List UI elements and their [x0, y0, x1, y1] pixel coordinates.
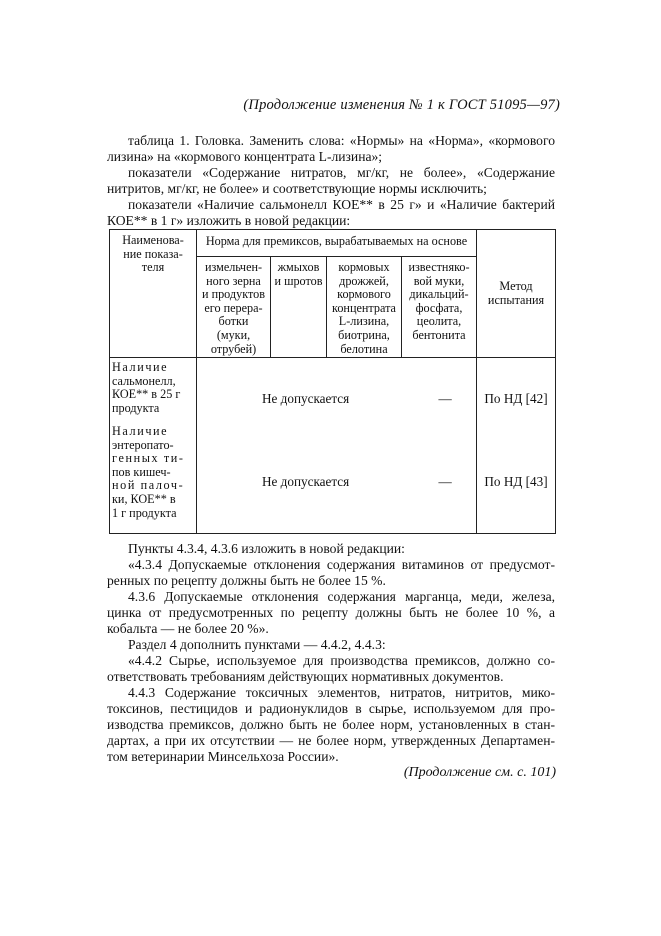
- body-line: кобальта — не более 20 %».: [107, 621, 269, 636]
- header-text: ботки: [218, 314, 249, 329]
- body-line: цинка от предусмотренных по рецепту должны быть не более 10 %, а: [107, 605, 555, 620]
- body-line: 4.3.6 Допускаемые отклонения содержания марганца, меди, железа,: [128, 589, 555, 604]
- header-text: фосфата,: [415, 300, 463, 315]
- page-footer: (Продолжение см. с. 101): [403, 765, 556, 780]
- intro-line: лизина» на «кормового концентрата L-лизина»;: [107, 149, 383, 164]
- intro-line: нитритов, мг/кг, не более» и соответствующие нормы исключить;: [107, 181, 487, 196]
- body-line: дартах, а при их отсутствии — не более норм, утвержденных Департамен-: [107, 733, 555, 748]
- row2-dash: —: [438, 474, 452, 489]
- row1-dash: —: [438, 391, 452, 406]
- row2-norm: Не допускается: [261, 474, 350, 489]
- row-label-line: Наличие: [112, 360, 169, 374]
- header-method-cell: [477, 230, 556, 358]
- row-label-line: Наличие: [112, 424, 169, 438]
- row1-values: [197, 358, 477, 423]
- row1-norm: Не допускается: [261, 391, 350, 406]
- header-text: Метод: [499, 278, 533, 293]
- header-text: L-лизина,: [338, 314, 390, 329]
- row-label-line: генных ти-: [112, 451, 185, 466]
- header-text: Наименова-: [122, 233, 184, 247]
- row-label-line: ной палоч-: [112, 478, 185, 493]
- row-label-line: КОЕ** в 25 г: [112, 387, 181, 402]
- header-text: и шротов: [274, 273, 323, 288]
- row-label-line: 1 г продукта: [112, 505, 177, 520]
- body-line: Раздел 4 дополнить пунктами — 4.4.2, 4.4.3:: [128, 637, 386, 652]
- page-header: (Продолжение изменения № 1 к ГОСТ 51095—97): [243, 97, 560, 113]
- header-yeast-cell: [327, 257, 402, 358]
- body-line: токсинов, пестицидов и радионуклидов в сырье, используемом для про-: [107, 701, 555, 716]
- header-text: теля: [141, 260, 165, 275]
- header-text: бентонита: [412, 327, 466, 342]
- row1-method: По НД [42]: [477, 358, 556, 423]
- header-text: концентрата: [332, 300, 396, 315]
- header-text: дикальций-: [409, 287, 469, 302]
- header-text: ного зерна: [206, 273, 261, 288]
- header-text: жмыхов: [277, 260, 320, 274]
- header-text: (муки,: [216, 327, 251, 342]
- header-text: и продуктов: [202, 287, 265, 302]
- header-text: отрубей): [210, 341, 257, 356]
- header-text: вой муки,: [413, 273, 465, 288]
- header-grain-cell: [197, 257, 271, 358]
- row2-method: По НД [43]: [477, 422, 556, 534]
- header-text: его перера-: [204, 300, 263, 315]
- body-line: «4.4.2 Сырье, используемое для производства премиксов, должно со-: [128, 653, 555, 668]
- body-line: ренных по рецепту должны быть не более 15 %.: [107, 573, 386, 588]
- header-text: измельчен-: [204, 260, 263, 274]
- row-label-enteropathogenic: [110, 422, 197, 534]
- body-line: «4.3.4 Допускаемые отклонения содержания витаминов от предусмот-: [128, 557, 555, 572]
- intro-line: показатели «Содержание нитратов, мг/кг, не более», «Содержание: [128, 165, 555, 180]
- header-lime-cell: [402, 257, 477, 358]
- body-line: Пункты 4.3.4, 4.3.6 изложить в новой редакции:: [128, 541, 405, 556]
- header-name-cell: [110, 230, 197, 358]
- row-label-line: продукта: [112, 400, 160, 415]
- row-label-line: пов кишеч-: [112, 464, 171, 479]
- body-line: изводства премиксов, должно быть не более норм, установленных в стан-: [107, 717, 555, 732]
- body-line: 4.4.3 Содержание токсичных элементов, нитратов, нитритов, мико-: [128, 685, 555, 700]
- body-line: том ветеринарии Минсельхоза России».: [107, 749, 339, 764]
- intro-line: показатели «Наличие сальмонелл КОЕ** в 25 г» и «Наличие бактерий: [128, 197, 555, 212]
- header-meal-cell: [271, 257, 327, 358]
- header-text: кормового: [337, 287, 391, 302]
- row2-values: [197, 422, 477, 534]
- header-text: известняко-: [408, 260, 470, 274]
- norms-table: [109, 229, 556, 534]
- row-label-salmonella: [110, 358, 197, 423]
- intro-line: КОЕ** в 1 г» изложить в новой редакции:: [107, 213, 351, 228]
- header-text: цеолита,: [416, 314, 462, 329]
- row-label-line: сальмонелл,: [112, 373, 176, 388]
- body-line: ответствовать требованиям действующих нормативных документов.: [107, 669, 504, 684]
- row-label-line: ки, КОЕ** в: [112, 491, 176, 506]
- row-label-line: энтеропато-: [112, 437, 174, 452]
- header-text: дрожжей,: [339, 273, 389, 288]
- header-text: белотина: [340, 341, 388, 356]
- header-text: испытания: [487, 292, 545, 307]
- header-text: кормовых: [338, 260, 390, 274]
- intro-line: таблица 1. Головка. Заменить слова: «Нормы» на «Норма», «кормового: [128, 133, 555, 148]
- header-text: биотрина,: [338, 327, 390, 342]
- header-group-cell: Норма для премиксов, вырабатываемых на основе: [197, 230, 477, 257]
- header-text: ние показа-: [123, 246, 183, 261]
